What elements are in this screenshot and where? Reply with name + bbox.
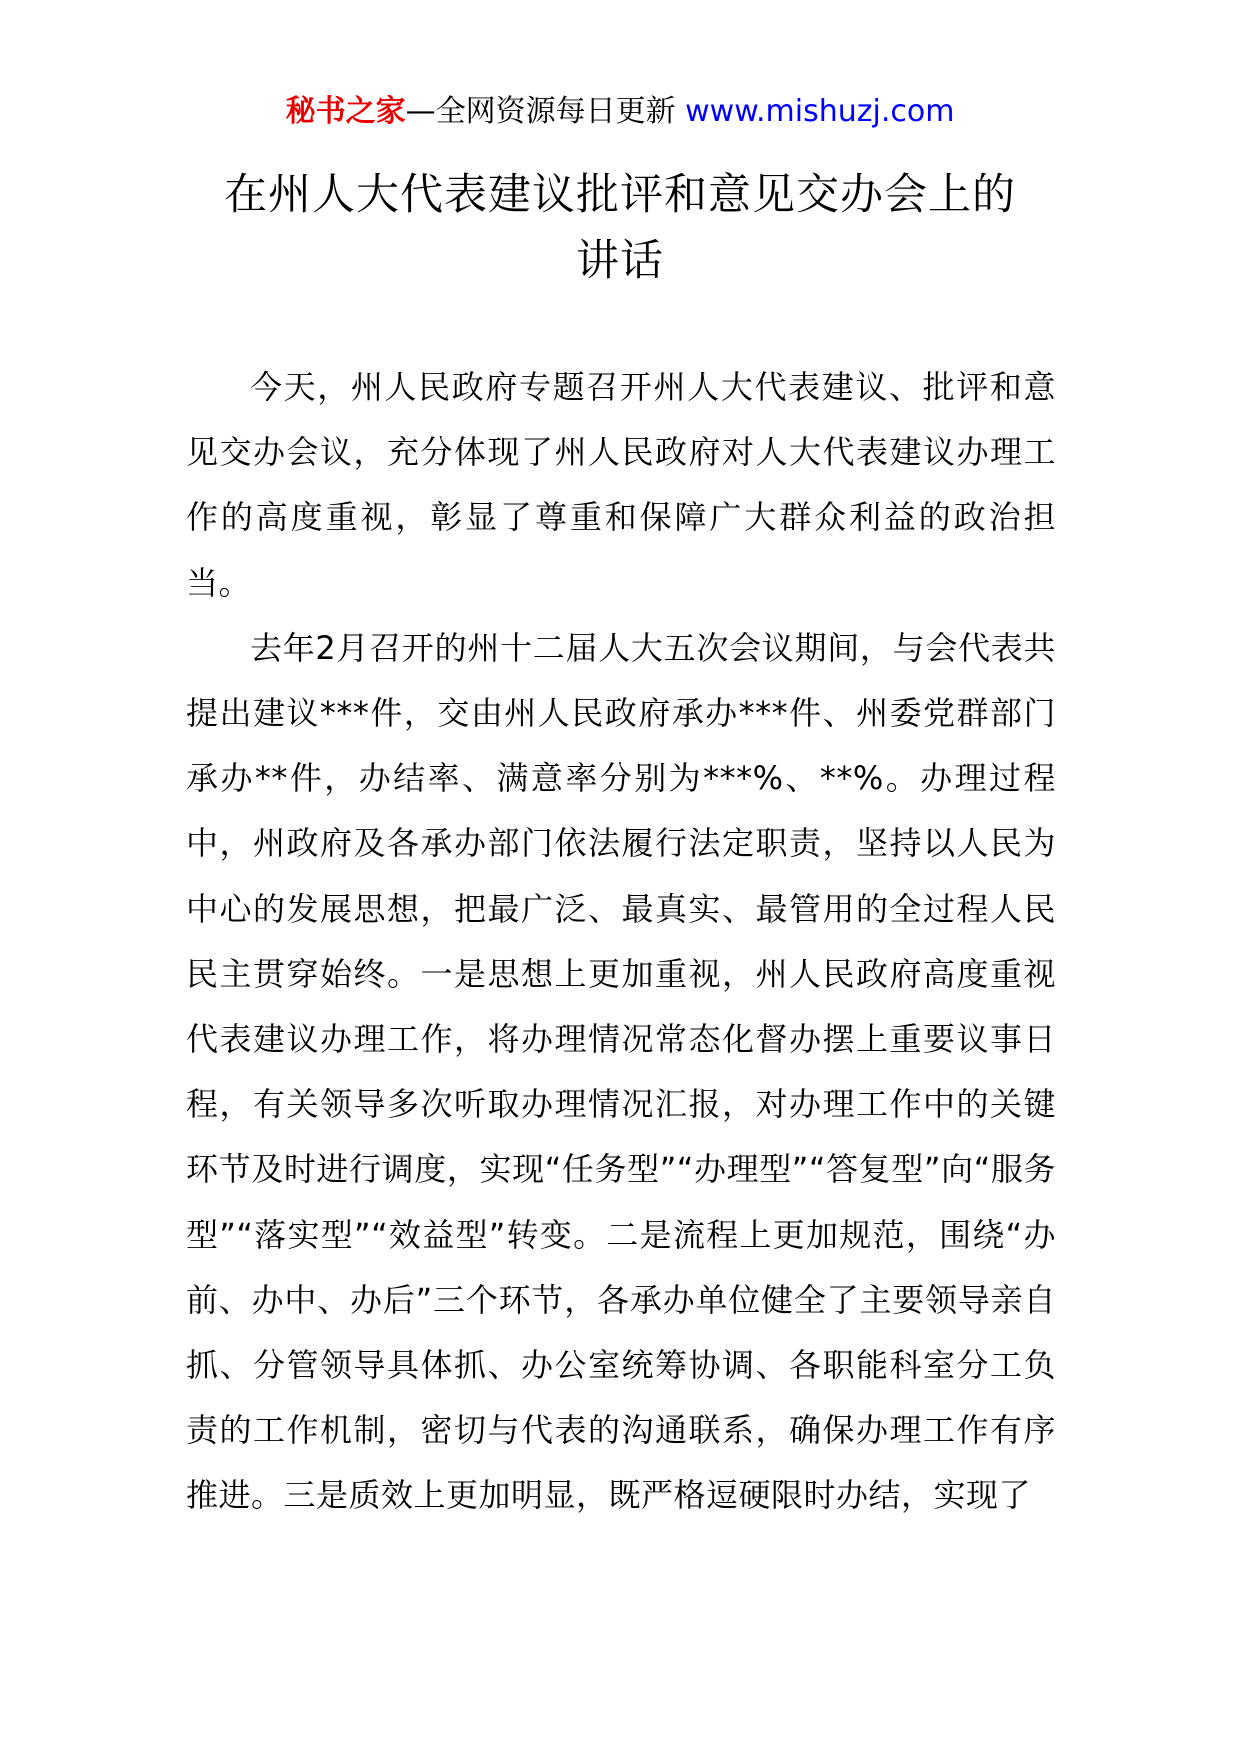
document-body — [186, 355, 1056, 1529]
paragraph-2: 去年2月召开的州十二届人大五次会议期间，与会代表共提出建议***件，交由州人民政府承办***件、州委党群部门承办**件，办结率、满意率分别为***%、**%。办理过程中，州政府及各承办部门依法履行法定职责，坚持以人民为中心的发展思想，把最广泛、最真实、最管用的全过程人民民主贯穿始终。一是思想上更加重视，州人民政府高度重视代表建议办理工作，将办理情况常态化督办摆上重要议事日程，有关领导多次听取办理情况汇报，对办理工作中的关键环节及时进行调度，实现“任务型”“办理型”“答复型”向“服务型”“落实型”“效益型”转变。二是流程上更加规范，围绕“办前、办中、办后”三个环节，各承办单位健全了主要领导亲自抓、分管领导具体抓、办公室统筹协调、各职能科室分工负责的工作机制，密切与代表的沟通联系，确保办理工作有序推进。三是质效上更加明显，既严格逗硬限时办结，实现了 — [186, 628, 1056, 1515]
site-brand: 秘书之家 — [285, 94, 406, 129]
document-title — [160, 162, 1080, 294]
title-line-2: 讲话 — [576, 236, 664, 286]
site-url-link[interactable]: www.mishuzj.com — [685, 94, 955, 129]
title-line-1: 在州人大代表建议批评和意见交办会上的 — [224, 170, 1016, 220]
site-header — [0, 92, 1240, 132]
paragraph-1: 今天，州人民政府专题召开州人大代表建议、批评和意见交办会议，充分体现了州人民政府对人大代表建议办理工作的高度重视，彰显了尊重和保障广大群众利益的政治担当。 — [186, 368, 1056, 602]
site-tagline: —全网资源每日更新 — [405, 94, 676, 129]
